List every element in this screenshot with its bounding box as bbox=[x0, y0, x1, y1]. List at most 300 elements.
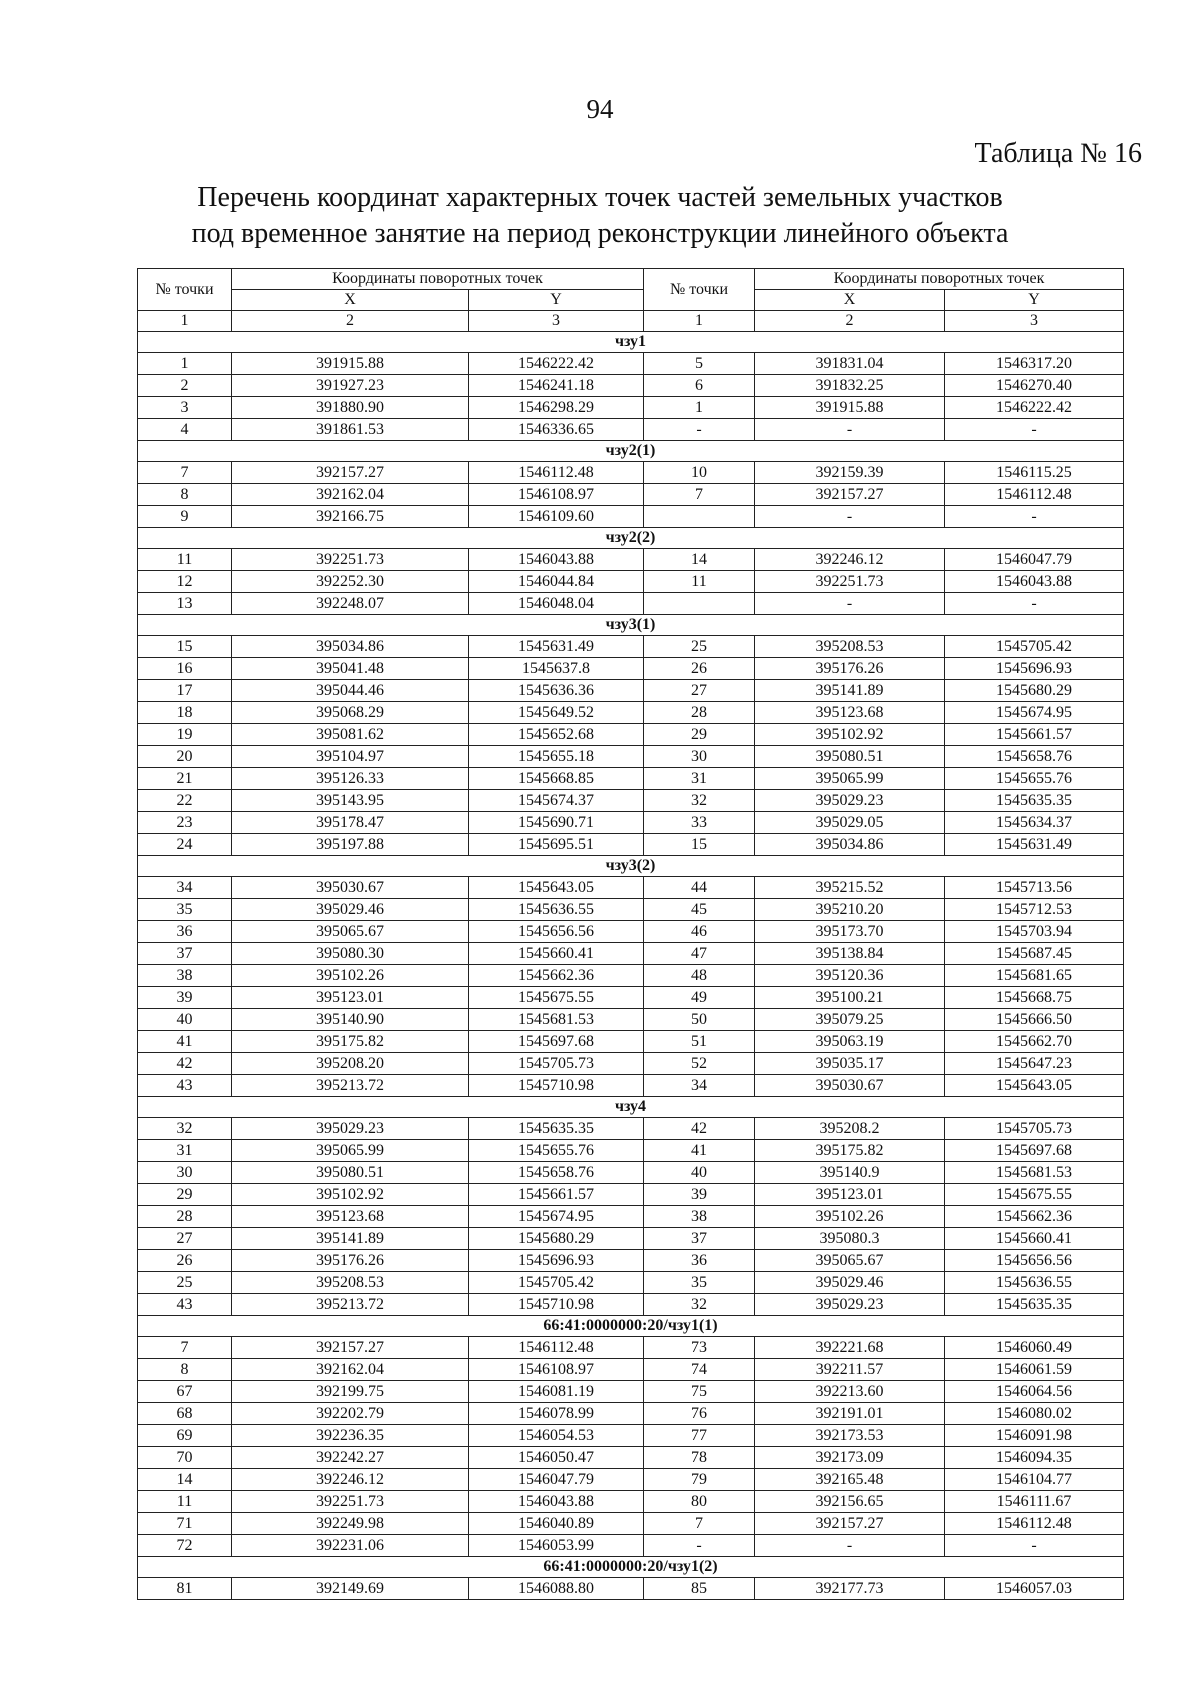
cell-x-left: 392242.27 bbox=[232, 1447, 469, 1469]
table-row bbox=[138, 1578, 1124, 1600]
table-row bbox=[138, 1513, 1124, 1535]
cell-point-no-left: 3 bbox=[138, 397, 232, 419]
cell-x-left: 392231.06 bbox=[232, 1535, 469, 1557]
section-header-row bbox=[138, 332, 1124, 353]
cell-y-right: 1546104.77 bbox=[945, 1469, 1124, 1491]
cell-y-left: 1546112.48 bbox=[469, 1337, 644, 1359]
cell-point-no-left: 9 bbox=[138, 506, 232, 528]
cell-x-right: 395210.20 bbox=[755, 899, 945, 921]
cell-point-no-left: 37 bbox=[138, 943, 232, 965]
cell-x-left: 395102.26 bbox=[232, 965, 469, 987]
cell-y-left: 1545652.68 bbox=[469, 724, 644, 746]
cell-y-right: - bbox=[945, 506, 1124, 528]
column-number: 3 bbox=[469, 311, 644, 332]
cell-point-no-right: 29 bbox=[644, 724, 755, 746]
cell-y-right: 1546270.40 bbox=[945, 375, 1124, 397]
section-name: чзу2(2) bbox=[138, 528, 1124, 549]
cell-point-no-right: 77 bbox=[644, 1425, 755, 1447]
cell-y-left: 1546108.97 bbox=[469, 484, 644, 506]
cell-x-right: 392191.01 bbox=[755, 1403, 945, 1425]
cell-x-right: 395079.25 bbox=[755, 1009, 945, 1031]
cell-y-left: 1545695.51 bbox=[469, 834, 644, 856]
table-row bbox=[138, 462, 1124, 484]
cell-x-right: 392213.60 bbox=[755, 1381, 945, 1403]
cell-y-right: 1545643.05 bbox=[945, 1075, 1124, 1097]
cell-y-left: 1546109.60 bbox=[469, 506, 644, 528]
cell-x-left: 392246.12 bbox=[232, 1469, 469, 1491]
cell-point-no-right: 35 bbox=[644, 1272, 755, 1294]
cell-point-no-right: 51 bbox=[644, 1031, 755, 1053]
table-row bbox=[138, 375, 1124, 397]
cell-y-left: 1545674.37 bbox=[469, 790, 644, 812]
cell-point-no-right: 10 bbox=[644, 462, 755, 484]
table-row bbox=[138, 549, 1124, 571]
cell-point-no-left: 15 bbox=[138, 636, 232, 658]
section-header-row bbox=[138, 1316, 1124, 1337]
cell-y-right: 1545697.68 bbox=[945, 1140, 1124, 1162]
cell-x-right: - bbox=[755, 1535, 945, 1557]
cell-y-left: 1546112.48 bbox=[469, 462, 644, 484]
cell-point-no-right: 33 bbox=[644, 812, 755, 834]
cell-y-left: 1546054.53 bbox=[469, 1425, 644, 1447]
table-row bbox=[138, 1206, 1124, 1228]
cell-x-right: 392157.27 bbox=[755, 484, 945, 506]
cell-y-right: 1545681.53 bbox=[945, 1162, 1124, 1184]
table-row bbox=[138, 397, 1124, 419]
cell-y-left: 1545643.05 bbox=[469, 877, 644, 899]
cell-x-right: 391832.25 bbox=[755, 375, 945, 397]
cell-x-left: 395143.95 bbox=[232, 790, 469, 812]
table-row bbox=[138, 506, 1124, 528]
cell-point-no-left: 69 bbox=[138, 1425, 232, 1447]
cell-point-no-left: 13 bbox=[138, 593, 232, 615]
cell-y-right: 1545681.65 bbox=[945, 965, 1124, 987]
cell-x-right: 395102.26 bbox=[755, 1206, 945, 1228]
cell-x-left: 395176.26 bbox=[232, 1250, 469, 1272]
cell-y-left: 1545668.85 bbox=[469, 768, 644, 790]
table-row bbox=[138, 1162, 1124, 1184]
cell-point-no-left: 23 bbox=[138, 812, 232, 834]
cell-x-left: 392251.73 bbox=[232, 549, 469, 571]
cell-x-right: 395035.17 bbox=[755, 1053, 945, 1075]
cell-x-left: 392202.79 bbox=[232, 1403, 469, 1425]
cell-x-left: 395029.23 bbox=[232, 1118, 469, 1140]
table-row bbox=[138, 680, 1124, 702]
cell-x-right: 392177.73 bbox=[755, 1578, 945, 1600]
cell-x-right: 395123.68 bbox=[755, 702, 945, 724]
table-row bbox=[138, 943, 1124, 965]
cell-point-no-left: 17 bbox=[138, 680, 232, 702]
table-row bbox=[138, 987, 1124, 1009]
cell-point-no-right: 46 bbox=[644, 921, 755, 943]
section-name: чзу3(2) bbox=[138, 856, 1124, 877]
cell-point-no-right: 36 bbox=[644, 1250, 755, 1272]
column-number: 1 bbox=[644, 311, 755, 332]
cell-point-no-right: 80 bbox=[644, 1491, 755, 1513]
cell-y-left: 1546040.89 bbox=[469, 1513, 644, 1535]
cell-point-no-left: 2 bbox=[138, 375, 232, 397]
cell-x-left: 392162.04 bbox=[232, 484, 469, 506]
cell-point-no-right: 32 bbox=[644, 790, 755, 812]
cell-point-no-left: 38 bbox=[138, 965, 232, 987]
table-row bbox=[138, 1140, 1124, 1162]
cell-point-no-left: 7 bbox=[138, 1337, 232, 1359]
cell-x-left: 395197.88 bbox=[232, 834, 469, 856]
header-coords-right: Координаты поворотных точек bbox=[755, 269, 1124, 290]
cell-point-no-right: 6 bbox=[644, 375, 755, 397]
cell-x-left: 395044.46 bbox=[232, 680, 469, 702]
cell-point-no-left: 18 bbox=[138, 702, 232, 724]
cell-point-no-left: 68 bbox=[138, 1403, 232, 1425]
cell-y-right: 1545675.55 bbox=[945, 1184, 1124, 1206]
cell-x-right: 395029.23 bbox=[755, 1294, 945, 1316]
cell-x-left: 392236.35 bbox=[232, 1425, 469, 1447]
table-row bbox=[138, 812, 1124, 834]
cell-x-right: 392159.39 bbox=[755, 462, 945, 484]
cell-point-no-right: 26 bbox=[644, 658, 755, 680]
cell-x-right: 395080.51 bbox=[755, 746, 945, 768]
coordinates-table bbox=[137, 268, 1124, 1600]
cell-y-right: 1545668.75 bbox=[945, 987, 1124, 1009]
table-row bbox=[138, 1053, 1124, 1075]
cell-x-left: 392251.73 bbox=[232, 1491, 469, 1513]
cell-x-left: 395029.46 bbox=[232, 899, 469, 921]
section-header-row bbox=[138, 856, 1124, 877]
cell-x-left: 395208.53 bbox=[232, 1272, 469, 1294]
table-row bbox=[138, 419, 1124, 441]
cell-x-right: 395138.84 bbox=[755, 943, 945, 965]
cell-x-left: 391915.88 bbox=[232, 353, 469, 375]
cell-point-no-right: 79 bbox=[644, 1469, 755, 1491]
cell-y-right: 1545647.23 bbox=[945, 1053, 1124, 1075]
cell-y-left: 1545710.98 bbox=[469, 1075, 644, 1097]
cell-point-no-left: 14 bbox=[138, 1469, 232, 1491]
cell-x-left: 395065.67 bbox=[232, 921, 469, 943]
section-name: 66:41:0000000:20/чзу1(2) bbox=[138, 1557, 1124, 1578]
cell-point-no-right: 38 bbox=[644, 1206, 755, 1228]
cell-y-left: 1545662.36 bbox=[469, 965, 644, 987]
cell-y-left: 1546053.99 bbox=[469, 1535, 644, 1557]
cell-x-left: 391861.53 bbox=[232, 419, 469, 441]
cell-y-left: 1546088.80 bbox=[469, 1578, 644, 1600]
cell-x-left: 395034.86 bbox=[232, 636, 469, 658]
cell-x-right: 395030.67 bbox=[755, 1075, 945, 1097]
section-name: 66:41:0000000:20/чзу1(1) bbox=[138, 1316, 1124, 1337]
cell-y-right: 1546061.59 bbox=[945, 1359, 1124, 1381]
column-number: 1 bbox=[138, 311, 232, 332]
cell-point-no-left: 8 bbox=[138, 1359, 232, 1381]
cell-y-left: 1546081.19 bbox=[469, 1381, 644, 1403]
cell-point-no-right: - bbox=[644, 419, 755, 441]
cell-y-right: 1545662.36 bbox=[945, 1206, 1124, 1228]
cell-y-right: 1546111.67 bbox=[945, 1491, 1124, 1513]
cell-y-right: 1546094.35 bbox=[945, 1447, 1124, 1469]
cell-y-left: 1545675.55 bbox=[469, 987, 644, 1009]
cell-y-left: 1546043.88 bbox=[469, 1491, 644, 1513]
cell-x-left: 392166.75 bbox=[232, 506, 469, 528]
cell-point-no-left: 67 bbox=[138, 1381, 232, 1403]
cell-y-right: 1545635.35 bbox=[945, 1294, 1124, 1316]
cell-point-no-right: 5 bbox=[644, 353, 755, 375]
cell-x-right: 395173.70 bbox=[755, 921, 945, 943]
cell-x-right: 395175.82 bbox=[755, 1140, 945, 1162]
cell-y-right: 1546112.48 bbox=[945, 1513, 1124, 1535]
table-row bbox=[138, 1228, 1124, 1250]
cell-x-left: 392157.27 bbox=[232, 462, 469, 484]
cell-x-left: 395208.20 bbox=[232, 1053, 469, 1075]
cell-y-left: 1546241.18 bbox=[469, 375, 644, 397]
cell-x-right: 392156.65 bbox=[755, 1491, 945, 1513]
table-row bbox=[138, 1425, 1124, 1447]
cell-y-left: 1545655.76 bbox=[469, 1140, 644, 1162]
cell-x-left: 395104.97 bbox=[232, 746, 469, 768]
table-row bbox=[138, 484, 1124, 506]
cell-point-no-left: 42 bbox=[138, 1053, 232, 1075]
cell-y-right: 1546091.98 bbox=[945, 1425, 1124, 1447]
cell-x-right: 395140.9 bbox=[755, 1162, 945, 1184]
cell-y-right: 1546112.48 bbox=[945, 484, 1124, 506]
cell-point-no-right: 52 bbox=[644, 1053, 755, 1075]
cell-point-no-left: 11 bbox=[138, 549, 232, 571]
table-row bbox=[138, 1403, 1124, 1425]
cell-y-right: 1545634.37 bbox=[945, 812, 1124, 834]
cell-x-left: 395041.48 bbox=[232, 658, 469, 680]
cell-point-no-left: 25 bbox=[138, 1272, 232, 1294]
cell-y-left: 1545656.56 bbox=[469, 921, 644, 943]
cell-x-right: 395029.05 bbox=[755, 812, 945, 834]
header-x-right: X bbox=[755, 290, 945, 311]
cell-point-no-right: 44 bbox=[644, 877, 755, 899]
table-row bbox=[138, 1447, 1124, 1469]
cell-point-no-right: 74 bbox=[644, 1359, 755, 1381]
table-row bbox=[138, 921, 1124, 943]
cell-point-no-right: 1 bbox=[644, 397, 755, 419]
cell-x-left: 395081.62 bbox=[232, 724, 469, 746]
cell-point-no-right: 7 bbox=[644, 484, 755, 506]
cell-point-no-left: 81 bbox=[138, 1578, 232, 1600]
cell-x-left: 395141.89 bbox=[232, 1228, 469, 1250]
cell-y-left: 1545655.18 bbox=[469, 746, 644, 768]
cell-y-left: 1545631.49 bbox=[469, 636, 644, 658]
cell-point-no-left: 72 bbox=[138, 1535, 232, 1557]
table-row bbox=[138, 1359, 1124, 1381]
cell-x-right: 395100.21 bbox=[755, 987, 945, 1009]
section-name: чзу3(1) bbox=[138, 615, 1124, 636]
cell-x-left: 395126.33 bbox=[232, 768, 469, 790]
table-row bbox=[138, 899, 1124, 921]
cell-y-right: 1545680.29 bbox=[945, 680, 1124, 702]
cell-y-left: 1545636.55 bbox=[469, 899, 644, 921]
section-header-row bbox=[138, 1557, 1124, 1578]
cell-y-right: 1545655.76 bbox=[945, 768, 1124, 790]
cell-y-right: 1545705.73 bbox=[945, 1118, 1124, 1140]
cell-point-no-right: 30 bbox=[644, 746, 755, 768]
cell-point-no-right: 7 bbox=[644, 1513, 755, 1535]
header-x-left: X bbox=[232, 290, 469, 311]
cell-y-left: 1546078.99 bbox=[469, 1403, 644, 1425]
cell-y-right: - bbox=[945, 593, 1124, 615]
cell-point-no-left: 20 bbox=[138, 746, 232, 768]
cell-point-no-left: 12 bbox=[138, 571, 232, 593]
cell-x-left: 392199.75 bbox=[232, 1381, 469, 1403]
cell-point-no-left: 43 bbox=[138, 1075, 232, 1097]
table-row bbox=[138, 1250, 1124, 1272]
cell-x-right: 392157.27 bbox=[755, 1513, 945, 1535]
cell-x-left: 395068.29 bbox=[232, 702, 469, 724]
table-row bbox=[138, 724, 1124, 746]
cell-x-left: 392149.69 bbox=[232, 1578, 469, 1600]
cell-x-right: 392165.48 bbox=[755, 1469, 945, 1491]
header-coords-left: Координаты поворотных точек bbox=[232, 269, 644, 290]
cell-point-no-right: 78 bbox=[644, 1447, 755, 1469]
cell-point-no-right: 47 bbox=[644, 943, 755, 965]
cell-y-right: 1545713.56 bbox=[945, 877, 1124, 899]
cell-x-left: 395080.51 bbox=[232, 1162, 469, 1184]
header-y-right: Y bbox=[945, 290, 1124, 311]
cell-point-no-right: 15 bbox=[644, 834, 755, 856]
cell-x-right: 395215.52 bbox=[755, 877, 945, 899]
cell-x-right: 395123.01 bbox=[755, 1184, 945, 1206]
cell-y-right: 1545687.45 bbox=[945, 943, 1124, 965]
cell-y-right: - bbox=[945, 419, 1124, 441]
cell-point-no-left: 19 bbox=[138, 724, 232, 746]
cell-y-left: 1545710.98 bbox=[469, 1294, 644, 1316]
cell-point-no-right: 39 bbox=[644, 1184, 755, 1206]
table-row bbox=[138, 1031, 1124, 1053]
cell-x-left: 392162.04 bbox=[232, 1359, 469, 1381]
cell-x-left: 392248.07 bbox=[232, 593, 469, 615]
cell-x-right: 395029.23 bbox=[755, 790, 945, 812]
section-header-row bbox=[138, 1097, 1124, 1118]
cell-point-no-right: 48 bbox=[644, 965, 755, 987]
cell-y-left: 1545690.71 bbox=[469, 812, 644, 834]
cell-x-right: 392246.12 bbox=[755, 549, 945, 571]
cell-point-no-left: 30 bbox=[138, 1162, 232, 1184]
cell-x-right: 391915.88 bbox=[755, 397, 945, 419]
column-number: 3 bbox=[945, 311, 1124, 332]
cell-y-left: 1545697.68 bbox=[469, 1031, 644, 1053]
cell-point-no-right: 34 bbox=[644, 1075, 755, 1097]
cell-y-right: 1546057.03 bbox=[945, 1578, 1124, 1600]
cell-point-no-right: 11 bbox=[644, 571, 755, 593]
cell-point-no-left: 31 bbox=[138, 1140, 232, 1162]
cell-y-left: 1545680.29 bbox=[469, 1228, 644, 1250]
table-row bbox=[138, 353, 1124, 375]
cell-y-left: 1546298.29 bbox=[469, 397, 644, 419]
cell-x-right: - bbox=[755, 419, 945, 441]
table-row bbox=[138, 877, 1124, 899]
cell-x-right: 395208.2 bbox=[755, 1118, 945, 1140]
cell-y-left: 1545705.42 bbox=[469, 1272, 644, 1294]
cell-x-right: 392173.09 bbox=[755, 1447, 945, 1469]
table-row bbox=[138, 1118, 1124, 1140]
table-row bbox=[138, 746, 1124, 768]
cell-point-no-left: 7 bbox=[138, 462, 232, 484]
cell-point-no-right bbox=[644, 593, 755, 615]
cell-point-no-right bbox=[644, 506, 755, 528]
cell-x-right: 392221.68 bbox=[755, 1337, 945, 1359]
cell-x-right: 392173.53 bbox=[755, 1425, 945, 1447]
cell-point-no-right: 75 bbox=[644, 1381, 755, 1403]
cell-x-left: 392157.27 bbox=[232, 1337, 469, 1359]
table-row bbox=[138, 702, 1124, 724]
cell-point-no-left: 70 bbox=[138, 1447, 232, 1469]
cell-point-no-left: 43 bbox=[138, 1294, 232, 1316]
cell-y-right: 1546317.20 bbox=[945, 353, 1124, 375]
cell-y-left: 1545637.8 bbox=[469, 658, 644, 680]
cell-y-right: 1546222.42 bbox=[945, 397, 1124, 419]
cell-point-no-right: 25 bbox=[644, 636, 755, 658]
cell-x-left: 395213.72 bbox=[232, 1294, 469, 1316]
cell-y-right: 1545656.56 bbox=[945, 1250, 1124, 1272]
table-row bbox=[138, 834, 1124, 856]
table-row bbox=[138, 636, 1124, 658]
table-row bbox=[138, 1075, 1124, 1097]
header-point-no-left: № точки bbox=[138, 269, 232, 311]
cell-point-no-right: 27 bbox=[644, 680, 755, 702]
cell-x-left: 395178.47 bbox=[232, 812, 469, 834]
cell-x-right: 392211.57 bbox=[755, 1359, 945, 1381]
cell-point-no-right: 32 bbox=[644, 1294, 755, 1316]
table-row bbox=[138, 1272, 1124, 1294]
cell-y-left: 1545649.52 bbox=[469, 702, 644, 724]
cell-point-no-left: 36 bbox=[138, 921, 232, 943]
cell-point-no-left: 40 bbox=[138, 1009, 232, 1031]
cell-y-left: 1545705.73 bbox=[469, 1053, 644, 1075]
cell-y-right: 1545712.53 bbox=[945, 899, 1124, 921]
cell-x-left: 395213.72 bbox=[232, 1075, 469, 1097]
cell-y-left: 1545696.93 bbox=[469, 1250, 644, 1272]
cell-x-left: 395123.68 bbox=[232, 1206, 469, 1228]
table-row bbox=[138, 790, 1124, 812]
table-row bbox=[138, 1337, 1124, 1359]
cell-point-no-left: 34 bbox=[138, 877, 232, 899]
cell-point-no-right: 85 bbox=[644, 1578, 755, 1600]
cell-x-right: 395063.19 bbox=[755, 1031, 945, 1053]
cell-point-no-right: 37 bbox=[644, 1228, 755, 1250]
cell-point-no-right: 49 bbox=[644, 987, 755, 1009]
cell-y-right: 1546064.56 bbox=[945, 1381, 1124, 1403]
cell-x-right: 395080.3 bbox=[755, 1228, 945, 1250]
cell-y-left: 1546108.97 bbox=[469, 1359, 644, 1381]
cell-point-no-right: 76 bbox=[644, 1403, 755, 1425]
cell-point-no-left: 4 bbox=[138, 419, 232, 441]
cell-x-left: 395175.82 bbox=[232, 1031, 469, 1053]
cell-x-right: 395208.53 bbox=[755, 636, 945, 658]
cell-point-no-left: 39 bbox=[138, 987, 232, 1009]
cell-y-right: 1546080.02 bbox=[945, 1403, 1124, 1425]
cell-y-right: 1545703.94 bbox=[945, 921, 1124, 943]
table-row bbox=[138, 1381, 1124, 1403]
cell-y-right: 1545636.55 bbox=[945, 1272, 1124, 1294]
header-y-left: Y bbox=[469, 290, 644, 311]
cell-point-no-left: 24 bbox=[138, 834, 232, 856]
table-row bbox=[138, 768, 1124, 790]
table-row bbox=[138, 1535, 1124, 1557]
section-header-row bbox=[138, 441, 1124, 462]
cell-point-no-left: 29 bbox=[138, 1184, 232, 1206]
cell-y-left: 1545635.35 bbox=[469, 1118, 644, 1140]
cell-x-right: 395065.99 bbox=[755, 768, 945, 790]
cell-point-no-right: 45 bbox=[644, 899, 755, 921]
document-title bbox=[0, 180, 1200, 252]
section-name: чзу2(1) bbox=[138, 441, 1124, 462]
cell-y-right: 1545696.93 bbox=[945, 658, 1124, 680]
cell-y-left: 1545636.36 bbox=[469, 680, 644, 702]
table-body bbox=[138, 332, 1124, 1600]
cell-point-no-left: 16 bbox=[138, 658, 232, 680]
cell-y-left: 1546043.88 bbox=[469, 549, 644, 571]
